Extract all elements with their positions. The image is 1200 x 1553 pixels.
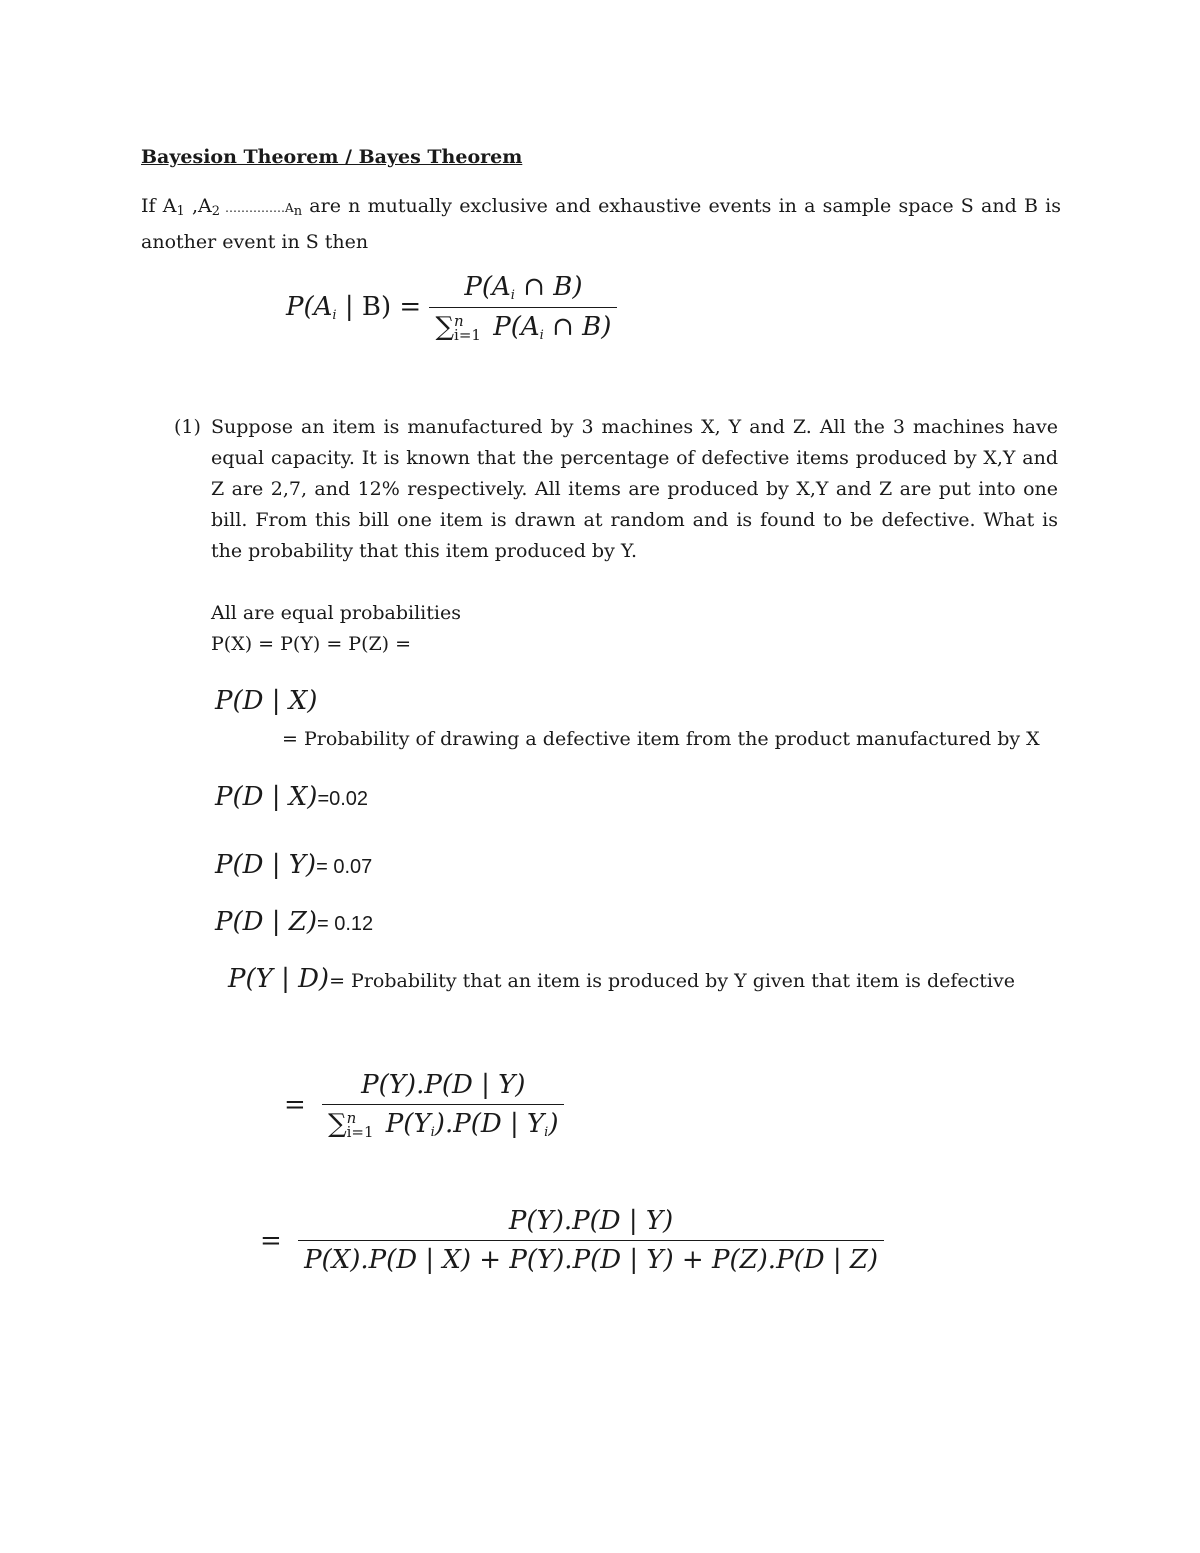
pdx-value: =0.02 — [317, 788, 369, 810]
intro-sub2: 2 — [211, 204, 221, 219]
question-1 — [174, 412, 1058, 567]
bayes-numerator: P(Ai ∩ B) — [464, 272, 583, 303]
equals-1: = — [284, 1090, 306, 1120]
bayes-denominator: ∑ n i=1 P(Ai ∩ B) — [435, 312, 612, 344]
pxyz-text: P(X) = P(Y) = P(Z) = — [211, 633, 412, 655]
pdx-description: = Probability of drawing a defective item from the product manufactured by X — [282, 728, 1040, 750]
pyd-row — [228, 964, 1015, 997]
intro-sub1: 1 — [176, 204, 185, 219]
pdz-value-row — [215, 907, 373, 937]
fraction-2 — [260, 1206, 884, 1275]
fraction-2-numerator: P(Y).P(D | Y) — [508, 1206, 674, 1236]
question-text: Suppose an item is manufactured by 3 machines X, Y and Z. All the 3 machines have equal capacity. It is known that the percentage of defective items produced by X,Y and Z are 2,7, and 12% respectively. All items are produced by X,Y and Z are put into one bill. From this bill one item is drawn at random and is found to be defective. What is the probability that this item produced by Y. — [211, 416, 1058, 562]
fraction-1-denominator: ∑ n i=1 P(Yi).P(D | Yi) — [328, 1109, 559, 1141]
fraction-1-numerator: P(Y).P(D | Y) — [361, 1070, 526, 1100]
fraction-1-body — [322, 1070, 564, 1140]
question-number: (1) — [174, 416, 201, 438]
pyd-expression: P(Y | D) — [228, 964, 330, 994]
fraction-2-body — [298, 1206, 884, 1275]
intro-rest: are n mutually exclusive and exhaustive events in a sample space S and B is another event in S then — [141, 195, 1061, 253]
intro-dots: ……………A — [220, 201, 294, 215]
fraction-1 — [284, 1070, 564, 1140]
equals-2: = — [260, 1225, 282, 1256]
fraction-2-denominator: P(X).P(D | X) + P(Y).P(D | Y) + P(Z).P(D | Z) — [304, 1245, 879, 1275]
pdz-value: = 0.12 — [316, 913, 374, 935]
bayes-formula — [286, 272, 617, 343]
bayes-fraction — [429, 272, 617, 343]
pdx-value-row — [215, 782, 368, 812]
pdx-expression-2: P(D | X) — [215, 782, 318, 812]
pdx-expression: P(D | X) — [215, 686, 318, 716]
document-title: Bayesion Theorem / Bayes Theorem — [141, 146, 523, 168]
intro-paragraph — [141, 191, 1061, 258]
pyd-description: = Probability that an item is produced by Y given that item is defective — [329, 970, 1015, 992]
pdy-value-row — [215, 850, 372, 880]
pdy-value: = 0.07 — [316, 856, 373, 878]
intro-subn: n — [293, 204, 303, 219]
pdy-expression: P(D | Y) — [215, 850, 317, 880]
equal-prob-text: All are equal probabilities — [211, 602, 461, 624]
intro-if: If A — [141, 195, 177, 217]
pdz-expression: P(D | Z) — [215, 907, 317, 937]
bayes-lhs: P(Ai | B) = — [286, 292, 422, 323]
intro-comma: ,A — [184, 195, 212, 217]
